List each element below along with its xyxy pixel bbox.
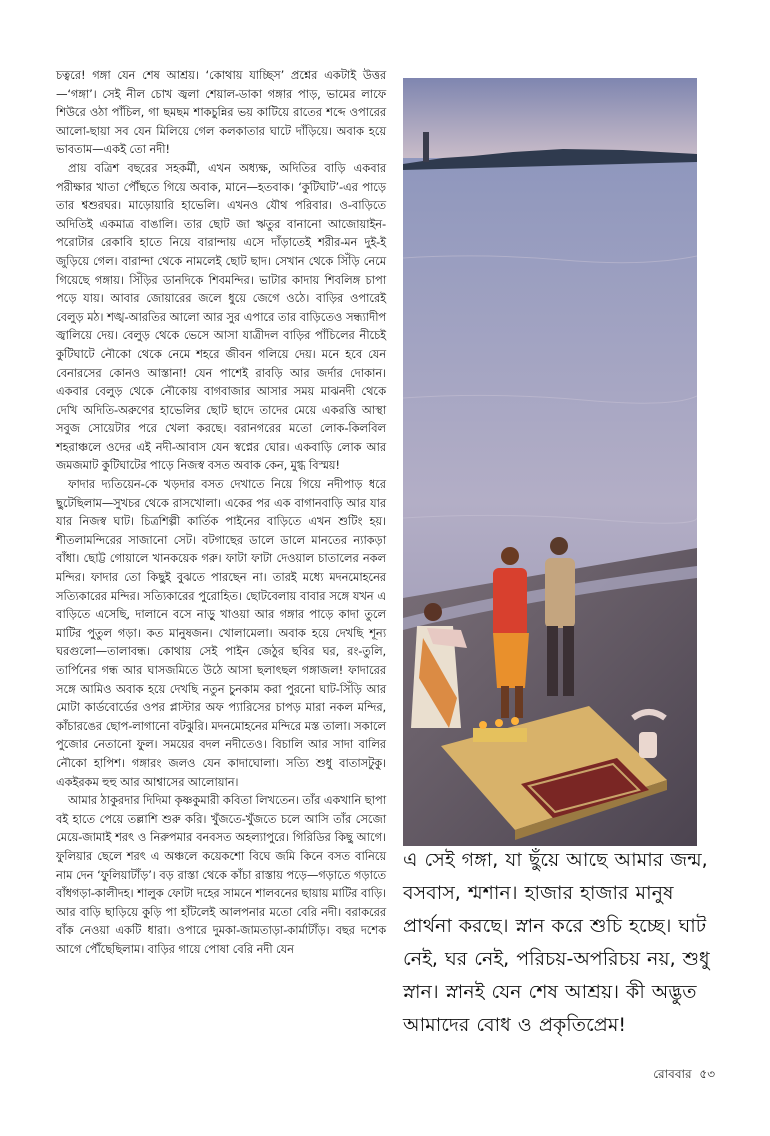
- pull-quote: এ সেই গঙ্গা, যা ছুঁয়ে আছে আমার জন্ম, বসবাস, শ্মশান। হাজার হাজার মানুষ প্রার্থনা করছে। স্নান করে শুচি হচ্ছে। ঘাট নেই, ঘর নেই, পরিচয়-অপরিচয় নয়, শুধু স্নান। স্নানই যেন শেষ আশ্রয়। কী অদ্ভুত আমাদের বোধ ও প্রকৃতিপ্রেম!: [403, 849, 710, 1036]
- page-number: ৫৩: [699, 1067, 715, 1081]
- magazine-name: রোববার: [653, 1067, 692, 1081]
- article-body: [56, 66, 386, 959]
- ganga-ghat-photo: [403, 78, 697, 846]
- chimney-tower: [423, 132, 429, 162]
- sky: [403, 78, 697, 162]
- article-paragraph: চত্বরে! গঙ্গা যেন শেষ আশ্রয়। ‘কোথায় যাচ্ছিস’ প্রশ্নের একটাই উত্তর—‘গঙ্গা’। সেই নীল চোখ জ্বলা শেয়াল-ডাকা গঙ্গার পাড়, ভামের লাফে শিউরে ওঠা পাঁচিল, গা ছমছম শাকচুন্নির ভয় কাটিয়ে রাতের শব্দে ওপারের আলো-ছায়া সব যেন মিলিয়ে গেল কলকাতার ঘাটে দাঁড়িয়ে। অবাক হয়ে ভাবতাম—একই তো নদী!: [56, 68, 386, 157]
- article-paragraph: ফাদার দ্যতিয়েন-কে খড়দার বসত দেখাতে নিয়ে গিয়ে নদীপাড় ধরে ছুটেছিলাম—সুখচর থেকে রাসখোলা। একের পর এক বাগানবাড়ি আর যার যার নিজস্ব ঘাট। চিত্রশিল্পী কার্তিক পাইনের বাড়িতে এখন শুটিং হয়। শীতলামন্দিরের সাজানো সেট। বটগাছের ডালে ডালে মানতের ন্যাকড়া বাঁধা। ছোট্ট গোয়ালে খানকয়েক গরু। ফাটা ফাটা দেওয়াল চাতালের নকল মন্দির। ফাদার তো কিছুই বুঝতে পারছেন না। তারই মধ্যে মদনমোহনের সত্যিকারের মন্দির। সত্যিকারের পুরোহিত। ছোটবেলায় বাবার সঙ্গে যখন এ বাড়িতে এসেছি, দালানে বসে নাড়ু খাওয়া আর গঙ্গার পাড়ে কাদা তুলে মাটির পুতুল গড়া। কত মানুষজন। খোলামেলা। অবাক হয়ে দেখছি শূন্য ঘরগুলো—তালাবন্ধ। কোথায় সেই পাইন জেঠুর ছবির ঘর, রং-তুলি, তার্পিনের গন্ধ আর ঘাসজমিতে উঠে আসা ছলাৎছল গঙ্গাজল! ফাদারের সঙ্গে আমিও অবাক হয়ে দেখছি নতুন চুনকাম করা পুরনো ঘাট-সিঁড়ি আর মোটা কার্ডবোর্ডের ওপর প্লাস্টার অফ প্যারিসের চাপড় মারা নকল মন্দির, কাঁচারঙের ছোপ-লাগানো বটঝুরি। মদনমোহনের মন্দিরে মস্ত তালা। সকালে পুজোর নেতানো ফুল। সময়ের বদল নদীতেও। বিচালি আর সাদা বালির নৌকো হাপিশ। গঙ্গারং জলও যেন কাদাঘোলা। সত্যি শুধু বাতাসটুকু। একইরকম হুহু আর আশ্বাসের আলোয়ান।: [56, 477, 386, 789]
- ghat-illustration: [403, 78, 697, 846]
- article-paragraph: প্রায় বত্রিশ বছরের সহকর্মী, এখন অধ্যক্ষ, অদিতির বাড়ি একবার পরীক্ষার খাতা পৌঁছতে গিয়ে অবাক, মানে—হতবাক। ‘কুটিঘাট’-এর পাড়ে তার শ্বশুরঘর। মাড়োয়ারি হাভেলি। এখনও যৌথ পরিবার। ও-বাড়িতে অদিতিই একমাত্র বাঙালি। তার ছোট জা ঋতুর বানানো আজোয়াইন-পরোটার রেকাবি হাতে নিয়ে বারান্দায় এসে দাঁড়াতেই শরীর-মন দুই-ই জুড়িয়ে গেল। বারান্দা থেকে নামলেই ছোট ছাদ। সেখান থেকে সিঁড়ি নেমে গিয়েছে গঙ্গায়। সিঁড়ির ডানদিকে শিবমন্দির। ভাটার কাদায় শিবলিঙ্গ চাপা পড়ে যায়। আবার জোয়ারের জলে ধুয়ে জেগে ওঠে। বাড়ির ওপারেই বেলুড় মঠ। শঙ্খ-আরতির আলো আর সুর এপারে তার বাড়িতেও সন্ধ্যাদীপ জ্বালিয়ে দেয়। বেলুড় থেকে ভেসে আসা যাত্রীদল বাড়ির পাঁচিলের নীচেই কুটিঘাটে নৌকো থেকে নেমে শহরে জীবন গলিয়ে দেয়। মনে হবে যেন বেনারসের কোনও আস্তানা! যেন পাশেই রাবড়ি আর জর্দার দোকান। একবার বেলুড় থেকে নৌকোয় বাগবাজার আসার সময় মাঝনদী থেকে দেখি অদিতি-অরুণের হাভেলির ছোট ছাদে তাদের মেয়ে একরত্তি আস্থা সবুজ সোয়েটার পরে খেলা করছে। বরানগরের মতো লোক-কিলবিল শহরাঞ্চলে ওদের এই নদী-আবাস যেন স্বপ্নের ঘোর। একবাড়ি লোক আর জমজমাট কুটিঘাটের পাড়ে নিজস্ব বসত অবাক কেন, মুগ্ধ বিস্ময়!: [56, 160, 386, 473]
- page-footer: [649, 1066, 715, 1086]
- article-paragraph: আমার ঠাকুরদার দিদিমা কৃষ্ণকুমারী কবিতা লিখতেন। তাঁর একখানি ছাপা বই হাতে পেয়ে তল্লাশি শুরু করি। খুঁজতে-খুঁজতে চলে আসি তাঁর সেজো মেয়ে-জামাই শরৎ ও নিরুপমার বনবসত অহল্যাপুরে। গিরিডির কিছু আগে। ফুলিয়ার ছেলে শরৎ এ অঞ্চলে কয়েকশো বিঘে জমি কিনে বসত বানিয়ে নাম দেন ‘ফুলিয়াটাঁড়’। বড় রাস্তা থেকে কাঁচা রাস্তায় পড়ে—গড়াতে গড়াতে বাঁধগড়া-কালীদহ। শালুক ফোটা দহের সামনে শালবনের ছায়ায় মাটির বাড়ি। আর বাড়ি ছাড়িয়ে কুড়ি পা হাঁটলেই আলপনার মতো বেরি নদী। বরাকরের বাঁক নেওয়া একটি ধারা। ওপারে দুমকা-জামতাড়া-কার্মাটাঁড়। বছর দশেক আগে পৌঁছেছিলাম। বাড়ির গায়ে পোষা বেরি নদী যেন: [56, 793, 386, 956]
